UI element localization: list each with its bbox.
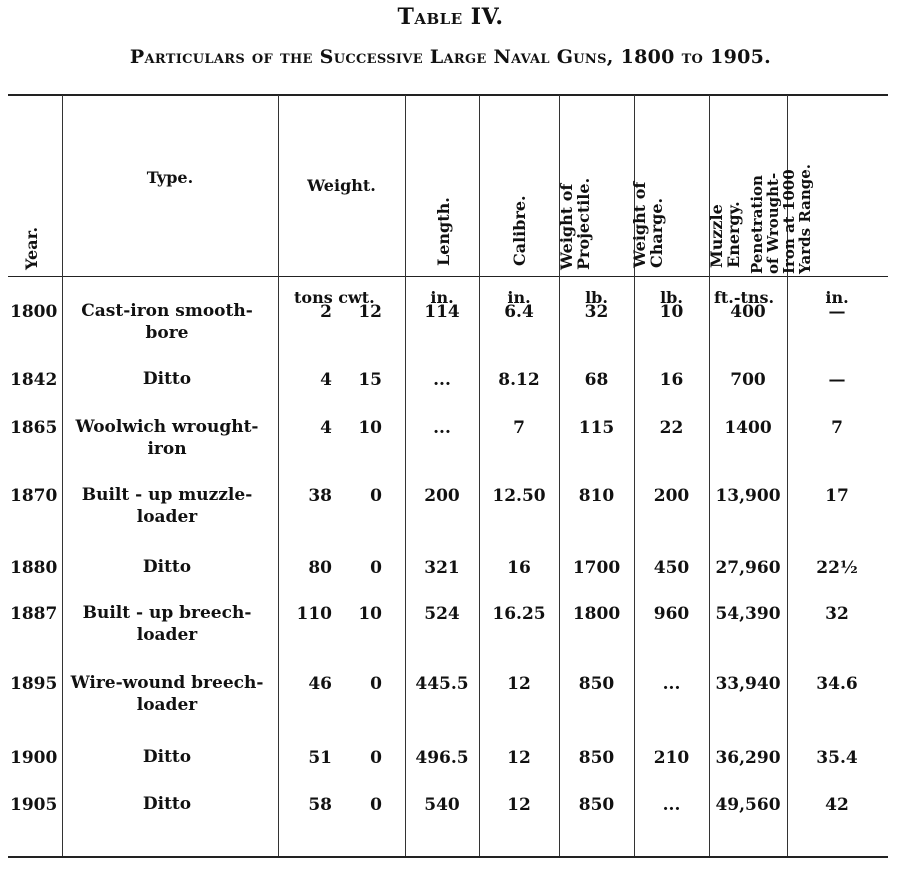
cell-cwt: 10 bbox=[358, 604, 382, 624]
cell-type bbox=[62, 793, 272, 815]
bottom-rule bbox=[8, 856, 888, 858]
cell-length: 540 bbox=[424, 795, 460, 815]
header-calibre: Calibre. bbox=[510, 195, 529, 266]
top-rule bbox=[8, 94, 888, 96]
cell-length: 114 bbox=[424, 302, 460, 322]
cell-type-line: loader bbox=[136, 695, 198, 715]
cell-year: 1900 bbox=[10, 748, 58, 768]
cell-cwt: 10 bbox=[358, 418, 382, 438]
cell-type-line: loader bbox=[136, 625, 198, 645]
cell-type-line: Ditto bbox=[142, 747, 192, 767]
cell-energy: 33,940 bbox=[715, 674, 781, 694]
cell-cwt: 15 bbox=[358, 370, 382, 390]
cell-cwt: 12 bbox=[358, 302, 382, 322]
cell-type-line: bore bbox=[145, 323, 189, 343]
cell-type-line: loader bbox=[136, 507, 198, 527]
unit-projectile: lb. bbox=[585, 288, 608, 307]
cell-penetration: 42 bbox=[825, 795, 849, 815]
header-charge: Weight of Charge. bbox=[630, 181, 666, 268]
cell-length: 524 bbox=[424, 604, 460, 624]
cell-energy: 54,390 bbox=[715, 604, 781, 624]
cell-energy: 400 bbox=[730, 302, 766, 322]
cell-year: 1865 bbox=[10, 418, 58, 438]
cell-charge: 200 bbox=[653, 486, 690, 506]
cell-penetration: 34.6 bbox=[816, 674, 858, 694]
cell-type bbox=[62, 416, 272, 460]
cell-year: 1880 bbox=[10, 558, 58, 578]
header-projectile: Weight of Projectile. bbox=[557, 177, 593, 270]
header-penetration: Penetration of Wrought- Iron at 1000 Yards Range. bbox=[748, 163, 814, 274]
cell-type bbox=[62, 602, 272, 646]
cell-calibre: 12.50 bbox=[492, 486, 546, 506]
col-divider bbox=[62, 95, 63, 856]
cell-calibre: 7 bbox=[513, 418, 525, 438]
cell-projectile: 810 bbox=[578, 486, 615, 506]
col-divider bbox=[479, 95, 480, 856]
cell-energy: 27,960 bbox=[715, 558, 781, 578]
cell-type-line: Ditto bbox=[142, 557, 192, 577]
cell-length: ... bbox=[433, 370, 451, 390]
cell-year: 1887 bbox=[10, 604, 58, 624]
cell-year: 1905 bbox=[10, 795, 58, 815]
cell-type-line: Cast-iron smooth- bbox=[81, 301, 253, 321]
cell-length: ... bbox=[433, 418, 451, 438]
cell-tons: 4 bbox=[320, 370, 332, 390]
cell-year: 1870 bbox=[10, 486, 58, 506]
cell-penetration: — bbox=[828, 370, 846, 390]
cell-type bbox=[62, 300, 272, 344]
header-type: Type. bbox=[146, 168, 194, 187]
cell-calibre: 12 bbox=[507, 674, 531, 694]
cell-energy: 700 bbox=[730, 370, 766, 390]
cell-tons: 58 bbox=[308, 795, 332, 815]
cell-year: 1800 bbox=[10, 302, 58, 322]
cell-projectile: 850 bbox=[578, 748, 615, 768]
cell-tons: 110 bbox=[296, 604, 332, 624]
cell-type-line: Built - up breech- bbox=[82, 603, 252, 623]
cell-type bbox=[62, 556, 272, 578]
cell-calibre: 16 bbox=[507, 558, 531, 578]
cell-type bbox=[62, 672, 272, 716]
header-energy: Muzzle Energy. bbox=[707, 201, 743, 268]
cell-charge: 450 bbox=[653, 558, 690, 578]
cell-charge: ... bbox=[662, 674, 681, 694]
header-length: Length. bbox=[434, 197, 453, 266]
unit-calibre: in. bbox=[507, 288, 531, 307]
table-subtitle: Particulars of the Successive Large Naval Guns, 1800 to 1905. bbox=[129, 46, 772, 68]
cell-charge: ... bbox=[662, 795, 681, 815]
unit-energy: ft.-tns. bbox=[714, 288, 775, 307]
cell-type bbox=[62, 746, 272, 768]
cell-charge: 22 bbox=[659, 418, 684, 438]
cell-projectile: 115 bbox=[578, 418, 615, 438]
cell-charge: 10 bbox=[659, 302, 684, 322]
cell-length: 200 bbox=[424, 486, 460, 506]
cell-length: 445.5 bbox=[415, 674, 469, 694]
cell-penetration: — bbox=[828, 302, 846, 322]
cell-tons: 46 bbox=[308, 674, 332, 694]
cell-type-line: iron bbox=[147, 439, 187, 459]
table-title: Table IV. bbox=[397, 4, 504, 30]
cell-projectile: 68 bbox=[584, 370, 609, 390]
cell-tons: 2 bbox=[320, 302, 332, 322]
cell-type bbox=[62, 484, 272, 528]
cell-cwt: 0 bbox=[370, 486, 382, 506]
cell-cwt: 0 bbox=[370, 674, 382, 694]
cell-projectile: 1700 bbox=[572, 558, 621, 578]
cell-cwt: 0 bbox=[370, 748, 382, 768]
cell-charge: 960 bbox=[653, 604, 690, 624]
cell-cwt: 0 bbox=[370, 795, 382, 815]
header-year: Year. bbox=[22, 226, 41, 270]
cell-energy: 13,900 bbox=[715, 486, 781, 506]
cell-calibre: 6.4 bbox=[504, 302, 534, 322]
cell-type-line: Woolwich wrought- bbox=[75, 417, 259, 437]
cell-projectile: 1800 bbox=[572, 604, 621, 624]
cell-type-line: Ditto bbox=[142, 369, 192, 389]
col-divider bbox=[405, 95, 406, 856]
header-weight: Weight. bbox=[307, 176, 376, 195]
cell-projectile: 850 bbox=[578, 674, 615, 694]
cell-energy: 49,560 bbox=[715, 795, 781, 815]
unit-length: in. bbox=[430, 288, 454, 307]
cell-tons: 80 bbox=[308, 558, 332, 578]
cell-type-line: Built - up muzzle- bbox=[81, 485, 253, 505]
cell-penetration: 22½ bbox=[816, 558, 858, 578]
cell-calibre: 16.25 bbox=[492, 604, 546, 624]
unit-penetration: in. bbox=[825, 288, 849, 307]
cell-energy: 36,290 bbox=[715, 748, 781, 768]
cell-projectile: 32 bbox=[584, 302, 609, 322]
cell-tons: 4 bbox=[320, 418, 332, 438]
cell-tons: 51 bbox=[308, 748, 332, 768]
unit-charge: lb. bbox=[660, 288, 683, 307]
cell-calibre: 8.12 bbox=[498, 370, 540, 390]
cell-year: 1842 bbox=[10, 370, 58, 390]
cell-penetration: 35.4 bbox=[816, 748, 858, 768]
cell-penetration: 7 bbox=[831, 418, 843, 438]
cell-projectile: 850 bbox=[578, 795, 615, 815]
cell-year: 1895 bbox=[10, 674, 58, 694]
header-rule bbox=[8, 276, 888, 277]
cell-type-line: Ditto bbox=[142, 794, 192, 814]
unit-weight: tons cwt. bbox=[294, 288, 375, 307]
cell-energy: 1400 bbox=[724, 418, 772, 438]
cell-length: 321 bbox=[424, 558, 460, 578]
col-divider bbox=[278, 95, 279, 856]
cell-cwt: 0 bbox=[370, 558, 382, 578]
cell-penetration: 17 bbox=[825, 486, 849, 506]
cell-type bbox=[62, 368, 272, 390]
cell-penetration: 32 bbox=[825, 604, 849, 624]
cell-charge: 16 bbox=[659, 370, 684, 390]
cell-tons: 38 bbox=[308, 486, 332, 506]
cell-type-line: Wire-wound breech- bbox=[70, 673, 264, 693]
cell-length: 496.5 bbox=[415, 748, 469, 768]
cell-calibre: 12 bbox=[507, 795, 531, 815]
cell-calibre: 12 bbox=[507, 748, 531, 768]
cell-charge: 210 bbox=[653, 748, 690, 768]
